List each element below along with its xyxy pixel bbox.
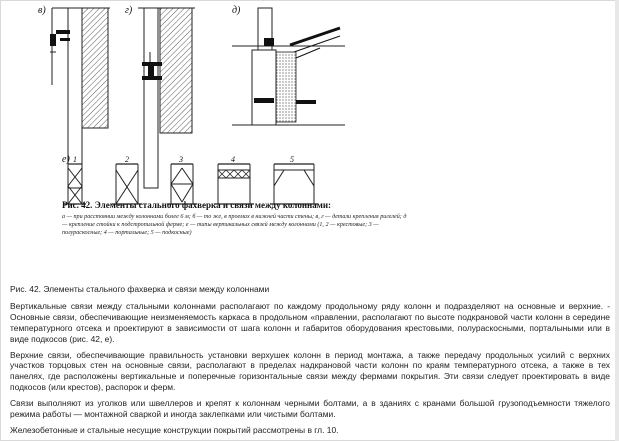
paragraph-3: Связи выполняют из уголков или швеллеров и крепят к колоннам черными болтами, а в зданиях с кранами большой грузоподъемности тяжелого режима работы — монтажной сваркой и иногда заклепками или чистыми болтами. [10, 398, 610, 420]
brace-type-5 [270, 155, 318, 204]
paragraph-1: Вертикальные связи между стальными колоннами располагают по каждому продольному ряду колонн и подразделяют на основные и верхние. - Основные связи, обеспечивающие неизменяемость каркаса в продольном «правлении, располагают по высоте подкрановой части колонн в середине температурного отсека и проектируют в зависимости от шага колонн и габаритов оборудования крестовыми, полураскосными, порталыными или в виде подкосов (рис. 42, е). [10, 300, 610, 344]
panel-d-drawing [232, 5, 345, 125]
brace-type-3 [167, 155, 197, 204]
paragraph-2: Верхние связи, обеспечивающие правильность установки верхушек колонн в период монтажа, а также передачу продольных усилий с верхних участков торцовых стен на основные связи, располагают в пределах надкрановой части колонн по краям температурного отсека, а также в тех панелях, где расположены вертикальные и поперечные горизонтальные связи между фермами покрытия. Эти связи следует проектировать в виде подкосов (или крестов), распорок и ферм. [10, 349, 610, 393]
brace-number-1: 1 [73, 155, 77, 164]
panel-label-e: е) [62, 154, 70, 165]
panel-e-drawing [62, 154, 318, 204]
article-text [10, 284, 610, 441]
panel-g-drawing [125, 5, 195, 188]
brace-number-4: 4 [231, 155, 235, 164]
figure-caption-line: Рис. 42. Элементы стального фахверка и связи между колоннами [10, 284, 270, 294]
figure-caption-description: а — при расстоянии между колоннами более 6 м; б — то же, в проемах в нижней части стены; в, г — детали крепления ригелей; д — крепление стойки к подстропильной ферме; е — типы вертикальных связей между колоннами (1, 2 — крестовые; 3 — полураскосные; 4 — портальные; 5 — подкосные) [62, 214, 407, 236]
brace-number-2: 2 [125, 155, 129, 164]
figure-caption-title: Рис. 42. Элементы стального фахверка и связи между колоннами: [62, 200, 332, 210]
brace-type-4 [214, 155, 254, 204]
brace-number-3: 3 [179, 155, 183, 164]
panel-label-g: г) [125, 5, 133, 16]
scrollbar-edge[interactable] [615, 0, 619, 441]
panel-label-d: д) [232, 5, 241, 16]
brace-number-5: 5 [290, 155, 294, 164]
brace-type-2 [112, 155, 142, 204]
panel-label-v: в) [38, 5, 46, 16]
paragraph-4: Железобетонные и стальные несущие конструкции покрытий рассмотрены в гл. 10. [10, 424, 339, 435]
